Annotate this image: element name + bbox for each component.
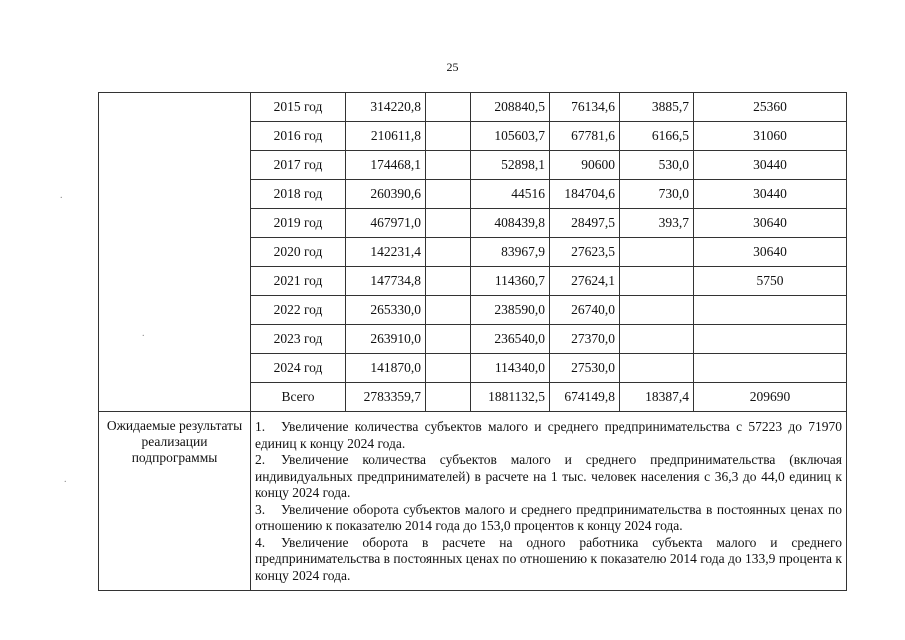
year-cell: 2016 год bbox=[251, 122, 346, 151]
value-cell bbox=[620, 296, 694, 325]
value-cell: 30440 bbox=[694, 180, 847, 209]
table-row bbox=[99, 93, 847, 122]
empty-cell bbox=[426, 93, 471, 122]
year-cell: 2024 год bbox=[251, 354, 346, 383]
year-cell: 2020 год bbox=[251, 238, 346, 267]
total-cell: 142231,4 bbox=[346, 238, 426, 267]
year-cell: 2022 год bbox=[251, 296, 346, 325]
page-number: 25 bbox=[446, 60, 459, 74]
value-cell: 52898,1 bbox=[471, 151, 550, 180]
value-cell: 76134,6 bbox=[550, 93, 620, 122]
value-cell: 5750 bbox=[694, 267, 847, 296]
value-cell: 6166,5 bbox=[620, 122, 694, 151]
result-item bbox=[255, 452, 842, 502]
value-cell bbox=[620, 325, 694, 354]
empty-cell bbox=[426, 122, 471, 151]
result-text: Увеличение количества субъектов малого и среднего предпринимательства (включая индивидуальных предпринимателей) в расчете на 1 тыс. человек населения с 36,3 до 44,0 единиц к концу 2024 года. bbox=[255, 452, 842, 500]
total-cell: 174468,1 bbox=[346, 151, 426, 180]
value-cell: 3885,7 bbox=[620, 93, 694, 122]
year-cell: Всего bbox=[251, 383, 346, 412]
empty-cell bbox=[426, 209, 471, 238]
total-cell: 467971,0 bbox=[346, 209, 426, 238]
empty-cell bbox=[426, 238, 471, 267]
scan-speck: . bbox=[60, 190, 63, 201]
row-group-label-cell bbox=[99, 93, 251, 412]
year-cell: 2018 год bbox=[251, 180, 346, 209]
value-cell: 27530,0 bbox=[550, 354, 620, 383]
value-cell: 90600 bbox=[550, 151, 620, 180]
empty-cell bbox=[426, 151, 471, 180]
total-cell: 260390,6 bbox=[346, 180, 426, 209]
value-cell: 730,0 bbox=[620, 180, 694, 209]
result-number: 1. bbox=[255, 419, 266, 434]
year-cell: 2021 год bbox=[251, 267, 346, 296]
results-label: Ожидаемые результаты реализации подпрограммы bbox=[99, 412, 251, 591]
value-cell: 31060 bbox=[694, 122, 847, 151]
value-cell: 27370,0 bbox=[550, 325, 620, 354]
total-cell: 210611,8 bbox=[346, 122, 426, 151]
result-item bbox=[255, 419, 842, 452]
total-cell: 263910,0 bbox=[346, 325, 426, 354]
value-cell: 30440 bbox=[694, 151, 847, 180]
result-text: Увеличение количества субъектов малого и среднего предпринимательства с 57223 до 71970 единиц к концу 2024 года. bbox=[255, 419, 842, 451]
value-cell bbox=[620, 354, 694, 383]
value-cell: 674149,8 bbox=[550, 383, 620, 412]
value-cell: 238590,0 bbox=[471, 296, 550, 325]
total-cell: 141870,0 bbox=[346, 354, 426, 383]
value-cell: 209690 bbox=[694, 383, 847, 412]
value-cell: 184704,6 bbox=[550, 180, 620, 209]
funding-table bbox=[98, 92, 847, 591]
result-text: Увеличение оборота субъектов малого и среднего предпринимательства в постоянных ценах по отношению к показателю 2014 года до 153,0 процентов к концу 2024 года. bbox=[255, 501, 842, 533]
value-cell: 25360 bbox=[694, 93, 847, 122]
empty-cell bbox=[426, 325, 471, 354]
value-cell: 530,0 bbox=[620, 151, 694, 180]
total-cell: 314220,8 bbox=[346, 93, 426, 122]
value-cell: 27623,5 bbox=[550, 238, 620, 267]
value-cell: 114340,0 bbox=[471, 354, 550, 383]
year-cell: 2017 год bbox=[251, 151, 346, 180]
total-cell: 147734,8 bbox=[346, 267, 426, 296]
value-cell: 236540,0 bbox=[471, 325, 550, 354]
value-cell: 105603,7 bbox=[471, 122, 550, 151]
value-cell bbox=[620, 267, 694, 296]
result-item bbox=[255, 535, 842, 585]
value-cell: 27624,1 bbox=[550, 267, 620, 296]
value-cell: 408439,8 bbox=[471, 209, 550, 238]
value-cell: 30640 bbox=[694, 238, 847, 267]
empty-cell bbox=[426, 267, 471, 296]
value-cell: 1881132,5 bbox=[471, 383, 550, 412]
value-cell bbox=[694, 296, 847, 325]
empty-cell bbox=[426, 383, 471, 412]
empty-cell bbox=[426, 180, 471, 209]
scan-speck: . bbox=[64, 474, 67, 485]
empty-cell bbox=[426, 354, 471, 383]
value-cell bbox=[694, 354, 847, 383]
value-cell: 30640 bbox=[694, 209, 847, 238]
total-cell: 2783359,7 bbox=[346, 383, 426, 412]
value-cell: 28497,5 bbox=[550, 209, 620, 238]
value-cell: 18387,4 bbox=[620, 383, 694, 412]
value-cell: 67781,6 bbox=[550, 122, 620, 151]
value-cell: 208840,5 bbox=[471, 93, 550, 122]
results-row bbox=[99, 412, 847, 591]
empty-cell bbox=[426, 296, 471, 325]
scan-speck: . bbox=[142, 328, 145, 339]
value-cell: 83967,9 bbox=[471, 238, 550, 267]
value-cell: 114360,7 bbox=[471, 267, 550, 296]
total-cell: 265330,0 bbox=[346, 296, 426, 325]
value-cell bbox=[694, 325, 847, 354]
result-number: 3. bbox=[255, 501, 266, 517]
year-cell: 2023 год bbox=[251, 325, 346, 354]
result-text: Увеличение оборота в расчете на одного работника субъекта малого и среднего предпринимательства в постоянных ценах по отношению к показателю 2014 года до 133,9 процента к концу 2024 года. bbox=[255, 534, 842, 583]
value-cell bbox=[620, 238, 694, 267]
year-cell: 2019 год bbox=[251, 209, 346, 238]
result-number: 2. bbox=[255, 452, 266, 467]
result-number: 4. bbox=[255, 534, 266, 550]
year-cell: 2015 год bbox=[251, 93, 346, 122]
value-cell: 26740,0 bbox=[550, 296, 620, 325]
results-list bbox=[251, 412, 847, 591]
value-cell: 393,7 bbox=[620, 209, 694, 238]
funding-rows bbox=[99, 93, 847, 412]
result-item bbox=[255, 502, 842, 535]
value-cell: 44516 bbox=[471, 180, 550, 209]
